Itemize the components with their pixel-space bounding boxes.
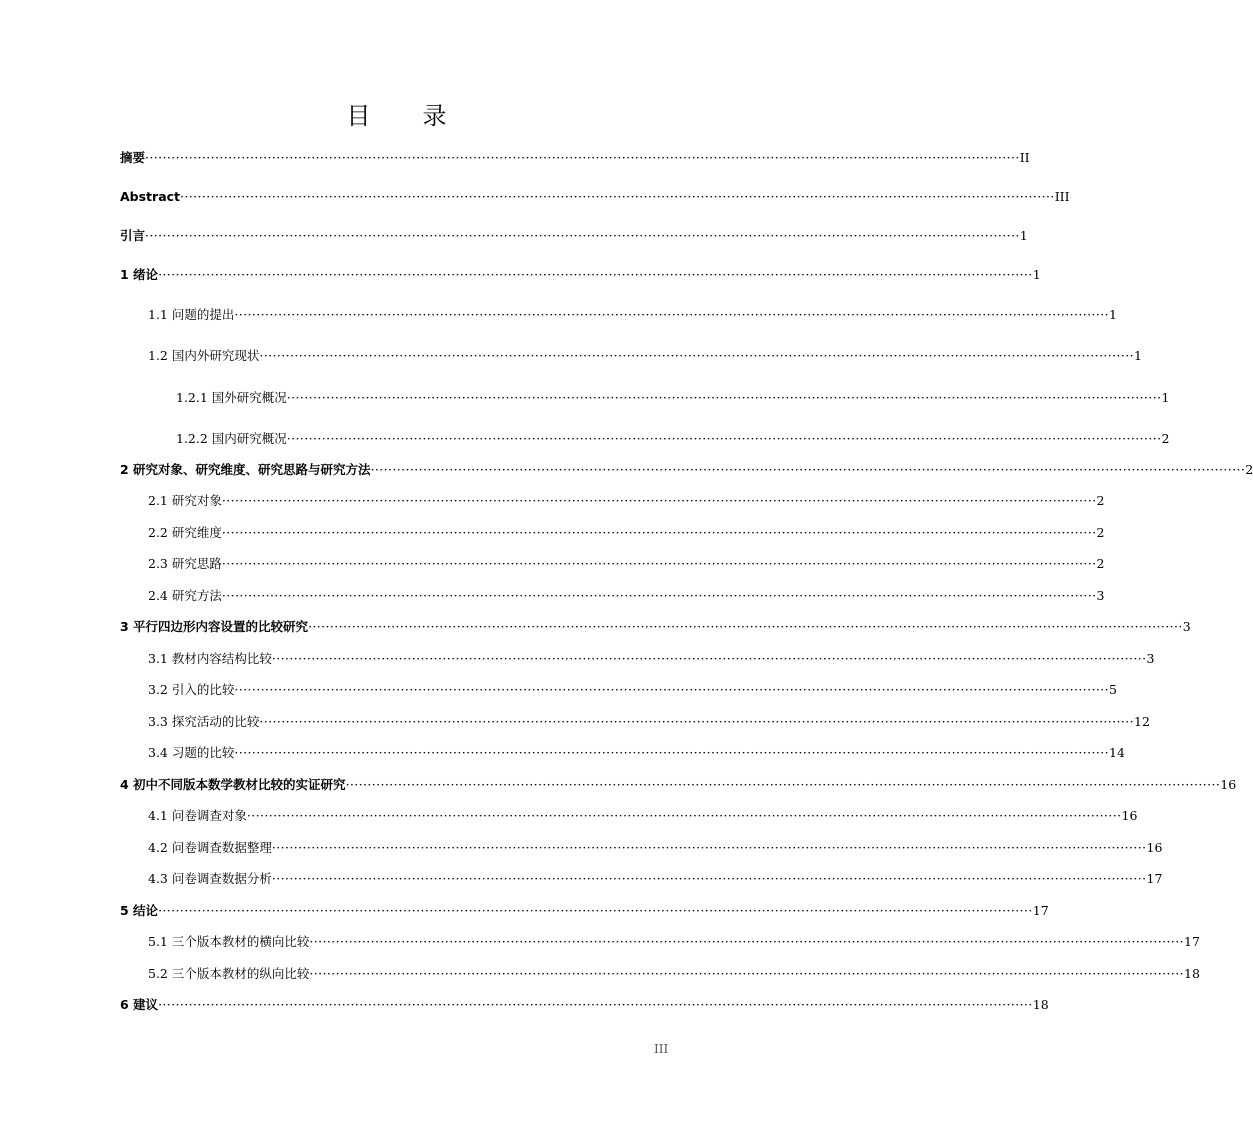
toc-entry-label: 5 结论 xyxy=(120,903,159,918)
toc-entry-page: 2 xyxy=(1245,462,1253,477)
toc-entry[interactable] xyxy=(148,493,1105,509)
toc-leader-dots: ········································································································································································································ xyxy=(158,903,1033,918)
toc-entry-label: Abstract xyxy=(120,189,181,204)
toc-entry-label: 6 建议 xyxy=(120,997,159,1012)
toc-entry-page: 16 xyxy=(1121,808,1138,823)
toc-entry[interactable] xyxy=(120,997,1049,1013)
title-char-1: 目 xyxy=(346,102,371,130)
toc-entry-page: 14 xyxy=(1109,745,1125,760)
toc-leader-dots: ········································································································································································································ xyxy=(370,462,1246,477)
toc-leader-dots: ········································································································································································································ xyxy=(259,714,1135,729)
toc-entry-page: 17 xyxy=(1184,934,1200,949)
toc-leader-dots: ········································································································································································································ xyxy=(145,228,1020,243)
toc-entry-page: II xyxy=(1019,150,1030,165)
toc-entry[interactable] xyxy=(148,525,1105,541)
toc-leader-dots: ········································································································································································································ xyxy=(180,189,1055,204)
toc-leader-dots: ········································································································································································································ xyxy=(271,871,1147,886)
toc-entry-label: 引言 xyxy=(120,228,146,243)
toc-entry[interactable] xyxy=(148,348,1142,364)
toc-entry-label: 3.2 引入的比较 xyxy=(148,682,235,697)
toc-entry[interactable] xyxy=(148,808,1138,824)
toc-entry-label: 摘要 xyxy=(120,150,146,165)
toc-entry-page: 3 xyxy=(1096,588,1105,603)
toc-entry[interactable] xyxy=(120,903,1049,919)
toc-entry-page: 3 xyxy=(1146,651,1155,666)
toc-entry-label: 1.2.2 国内研究概况 xyxy=(176,431,287,446)
toc-entry-label: 1 绪论 xyxy=(120,267,159,282)
toc-entry[interactable] xyxy=(120,228,1028,244)
toc-entry-page: 17 xyxy=(1032,903,1049,918)
title-char-2: 录 xyxy=(422,102,447,130)
toc-entry[interactable] xyxy=(120,462,1253,478)
toc-entry-label: 1.2.1 国外研究概况 xyxy=(176,390,287,405)
toc-entry[interactable] xyxy=(148,966,1200,982)
toc-entry-label: 4.1 问卷调查对象 xyxy=(148,808,247,823)
toc-entry-page: 1 xyxy=(1109,307,1117,322)
toc-leader-dots: ········································································································································································································ xyxy=(246,808,1122,823)
toc-entry-page: 16 xyxy=(1220,777,1237,792)
toc-leader-dots: ········································································································································································································ xyxy=(234,745,1110,760)
toc-entry-page: 3 xyxy=(1182,619,1191,634)
toc-entry-label: 1.2 国内外研究现状 xyxy=(148,348,260,363)
toc-entry-label: 4.2 问卷调查数据整理 xyxy=(148,840,272,855)
toc-leader-dots: ········································································································································································································ xyxy=(158,267,1033,282)
toc-leader-dots: ········································································································································································································ xyxy=(308,619,1183,634)
toc-entry[interactable] xyxy=(148,651,1155,667)
toc-leader-dots: ········································································································································································································ xyxy=(234,682,1110,697)
toc-entry-page: 5 xyxy=(1109,682,1117,697)
toc-leader-dots: ········································································································································································································ xyxy=(221,493,1097,508)
toc-leader-dots: ········································································································································································································ xyxy=(234,307,1110,322)
toc-entry-page: 16 xyxy=(1146,840,1163,855)
toc-entry-page: 2 xyxy=(1096,525,1105,540)
toc-entry[interactable] xyxy=(148,588,1105,604)
toc-leader-dots: ········································································································································································································ xyxy=(309,934,1185,949)
toc-entry[interactable] xyxy=(148,682,1117,698)
toc-leader-dots: ········································································································································································································ xyxy=(345,777,1221,792)
toc-entry-page: 2 xyxy=(1161,431,1170,446)
toc-entry-label: 3.1 教材内容结构比较 xyxy=(148,651,272,666)
toc-entry-page: 12 xyxy=(1134,714,1150,729)
toc-entry-page: 18 xyxy=(1032,997,1049,1012)
footer-page-number: III xyxy=(654,1042,669,1056)
page-title xyxy=(0,96,793,131)
toc-entry-label: 3.3 探究活动的比较 xyxy=(148,714,260,729)
toc-entry[interactable] xyxy=(120,777,1237,793)
toc-entry[interactable] xyxy=(148,934,1200,950)
toc-entry-label: 2.4 研究方法 xyxy=(148,588,222,603)
toc-leader-dots: ········································································································································································································ xyxy=(271,651,1147,666)
toc-leader-dots: ········································································································································································································ xyxy=(158,997,1033,1012)
toc-entry-label: 5.1 三个版本教材的横向比较 xyxy=(148,934,310,949)
toc-leader-dots: ········································································································································································································ xyxy=(309,966,1185,981)
toc-leader-dots: ········································································································································································································ xyxy=(271,840,1147,855)
toc-entry[interactable] xyxy=(120,267,1041,283)
toc-leader-dots: ········································································································································································································ xyxy=(259,348,1135,363)
toc-entry-page: 17 xyxy=(1146,871,1163,886)
toc-entry[interactable] xyxy=(176,431,1170,447)
toc-leader-dots: ········································································································································································································ xyxy=(221,588,1097,603)
toc-entry-label: 3.4 习题的比较 xyxy=(148,745,235,760)
toc-entry-label: 3 平行四边形内容设置的比较研究 xyxy=(120,619,309,634)
toc-entry-label: 4.3 问卷调查数据分析 xyxy=(148,871,272,886)
toc-entry[interactable] xyxy=(148,556,1105,572)
toc-leader-dots: ········································································································································································································ xyxy=(286,431,1162,446)
toc-entry[interactable] xyxy=(120,619,1191,635)
toc-entry[interactable] xyxy=(148,307,1117,323)
toc-entry[interactable] xyxy=(148,745,1125,761)
toc-entry[interactable] xyxy=(120,150,1030,166)
toc-entry-page: 1 xyxy=(1134,348,1142,363)
toc-entry[interactable] xyxy=(176,390,1170,406)
toc-entry-label: 1.1 问题的提出 xyxy=(148,307,235,322)
toc-entry-page: III xyxy=(1054,189,1070,204)
toc-entry-label: 2.1 研究对象 xyxy=(148,493,222,508)
toc-entry-label: 5.2 三个版本教材的纵向比较 xyxy=(148,966,310,981)
toc-entry[interactable] xyxy=(120,189,1070,205)
toc-entry[interactable] xyxy=(148,871,1163,887)
toc-entry-page: 2 xyxy=(1096,556,1105,571)
toc-leader-dots: ········································································································································································································ xyxy=(145,150,1020,165)
toc-entry-label: 2.3 研究思路 xyxy=(148,556,222,571)
toc-entry[interactable] xyxy=(148,840,1163,856)
toc-entry-page: 18 xyxy=(1184,966,1200,981)
toc-entry-label: 4 初中不同版本数学教材比较的实证研究 xyxy=(120,777,346,792)
toc-entry-label: 2.2 研究维度 xyxy=(148,525,222,540)
toc-leader-dots: ········································································································································································································ xyxy=(286,390,1162,405)
toc-leader-dots: ········································································································································································································ xyxy=(221,556,1097,571)
toc-entry-page: 1 xyxy=(1019,228,1028,243)
toc-entry[interactable] xyxy=(148,714,1150,730)
toc-entry-label: 2 研究对象、研究维度、研究思路与研究方法 xyxy=(120,462,371,477)
toc-entry-page: 1 xyxy=(1032,267,1041,282)
toc-entry-page: 2 xyxy=(1096,493,1105,508)
toc-entry-page: 1 xyxy=(1161,390,1170,405)
toc-leader-dots: ········································································································································································································ xyxy=(221,525,1097,540)
